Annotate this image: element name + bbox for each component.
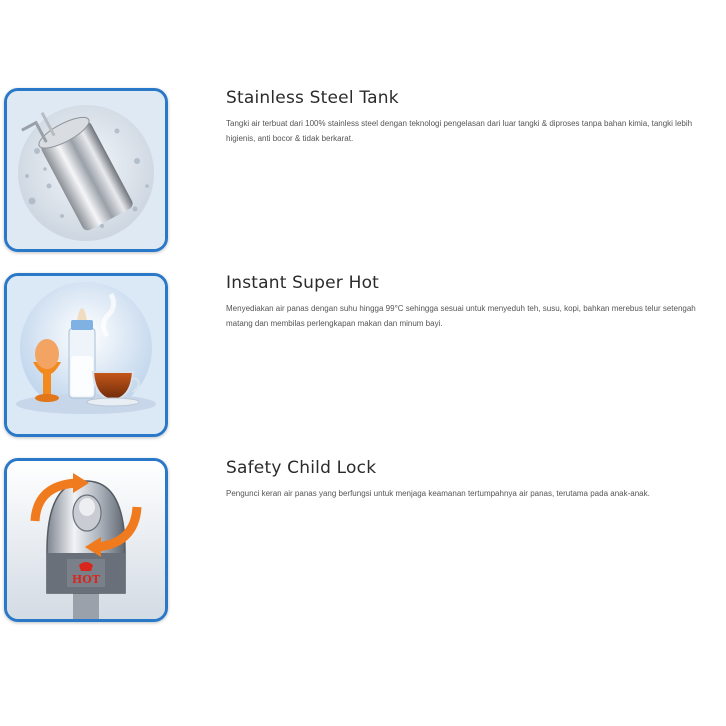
hot-drinks-icon xyxy=(7,276,165,434)
feature-title: Safety Child Lock xyxy=(226,458,377,478)
feature-description: Tangki air terbuat dari 100% stainless steel dengan teknologi pengelasan dari luar tangki & diproses tanpa bahan kimia, tangki lebih higienis, anti bocor & tidak berkarat. xyxy=(226,119,693,143)
feature-image-frame xyxy=(4,273,168,437)
stainless-steel-tank-icon xyxy=(7,91,165,249)
hot-badge-label: HOT xyxy=(71,573,101,586)
feature-title: Stainless Steel Tank xyxy=(226,88,399,108)
feature-safety-child-lock xyxy=(0,458,726,628)
feature-description: Menyediakan air panas dengan suhu hingga 99°C sehingga sesuai untuk menyeduh teh, susu, kopi, bahkan merebus telur setengah matang dan membilas perlengkapan makan dan minum bayi. xyxy=(226,304,696,328)
feature-image-frame xyxy=(4,88,168,252)
child-lock-faucet-icon xyxy=(7,461,165,619)
feature-description: Pengunci keran air panas yang berfungsi untuk menjaga keamanan tertumpahnya air panas, terutama pada anak-anak. xyxy=(226,489,650,498)
feature-image-frame xyxy=(4,458,168,622)
feature-instant-super-hot xyxy=(0,273,726,443)
feature-stainless-steel-tank xyxy=(0,88,726,258)
feature-title: Instant Super Hot xyxy=(226,273,380,293)
